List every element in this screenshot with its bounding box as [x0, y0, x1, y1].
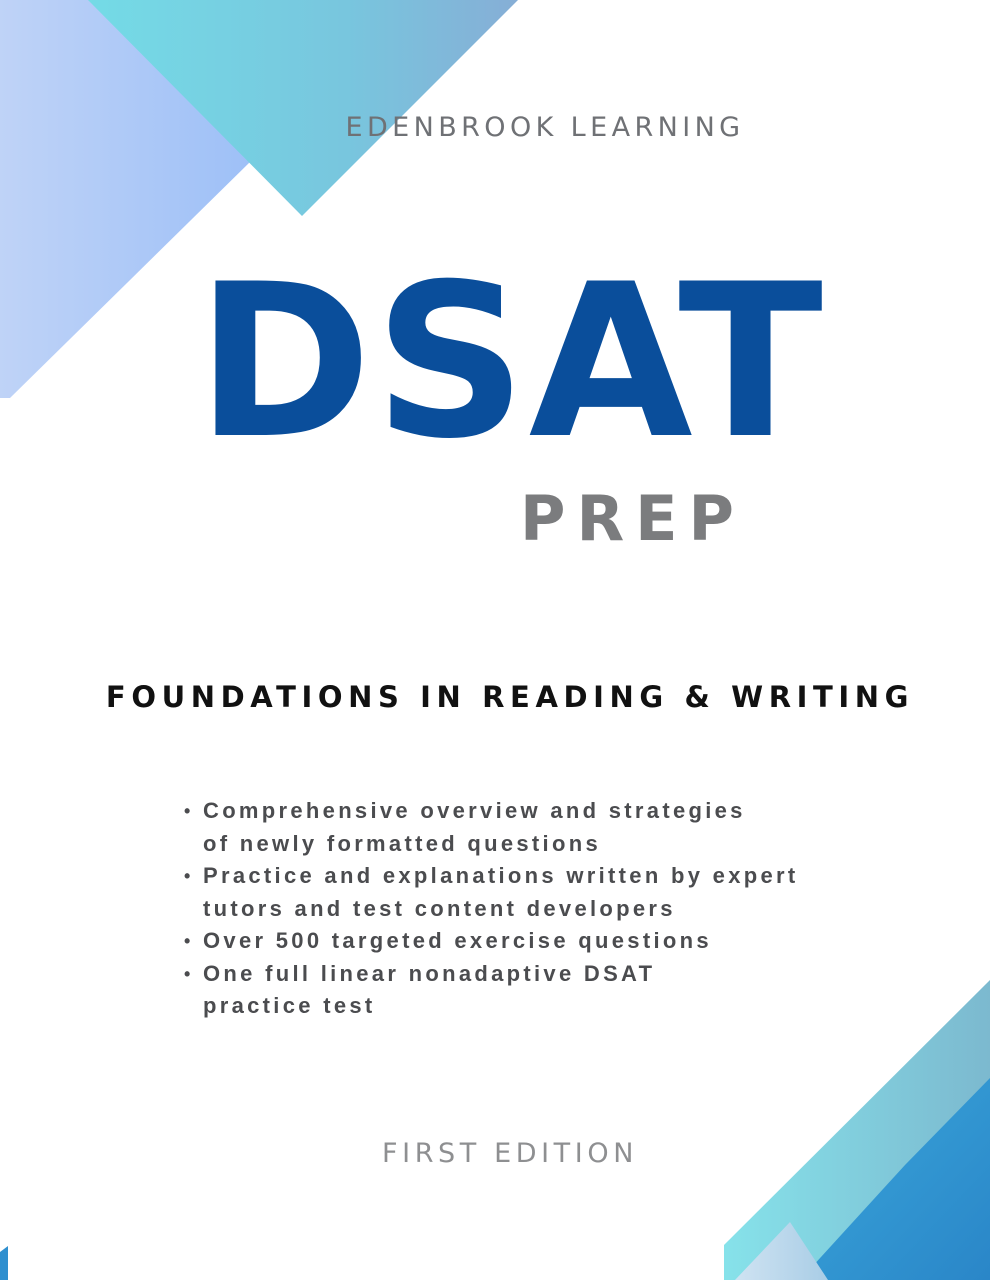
edition-label: FIRST EDITION: [382, 1138, 638, 1169]
book-tagline: FOUNDATIONS IN READING & WRITING: [105, 680, 915, 714]
feature-item: [184, 925, 944, 958]
feature-line: Practice and explanations written by expert: [203, 863, 799, 888]
bullet-icon: •: [184, 866, 194, 886]
feature-list: [184, 795, 944, 1023]
feature-line: One full linear nonadaptive DSAT: [203, 960, 656, 986]
bullet-icon: •: [184, 801, 194, 821]
feature-line: tutors and test content developers: [203, 895, 676, 921]
feature-line: practice test: [203, 993, 376, 1018]
feature-line: Over 500 targeted exercise questions: [203, 928, 712, 953]
feature-item: [184, 958, 944, 1023]
book-subtitle: PREP: [520, 482, 745, 555]
feature-line: of newly formatted questions: [203, 830, 601, 856]
book-title: DSAT: [196, 238, 825, 485]
bullet-icon: •: [184, 963, 194, 984]
bullet-icon: •: [184, 931, 194, 951]
feature-item: [184, 860, 944, 925]
feature-item: [184, 795, 944, 860]
publisher-name: EDENBROOK LEARNING: [345, 112, 745, 143]
feature-line: Comprehensive overview and strategies: [203, 798, 746, 823]
edge-sliver-bottom-left: [0, 1246, 8, 1280]
